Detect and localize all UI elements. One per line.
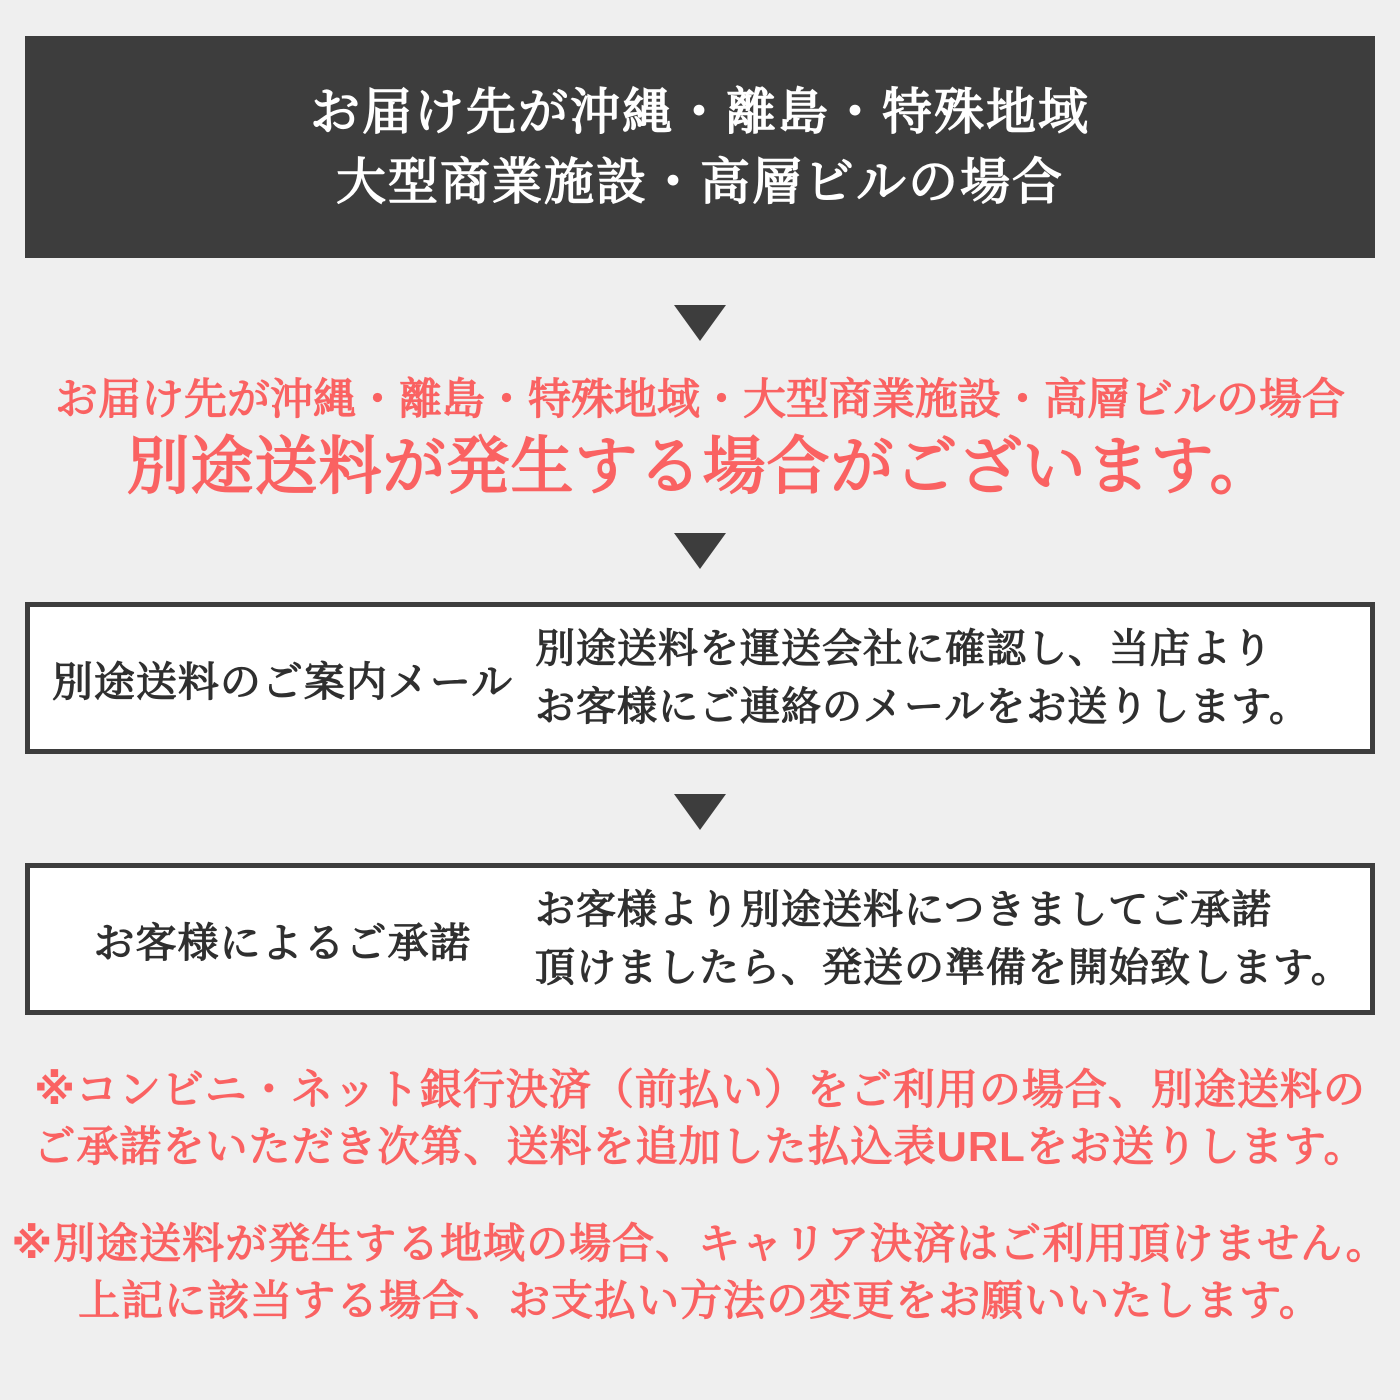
extra-shipping-notice xyxy=(0,371,1400,505)
step-description xyxy=(535,620,1370,736)
footnote-line1: ※別途送料が発生する地域の場合、キャリア決済はご利用頂けません。 xyxy=(11,1220,1389,1267)
step-description-line1: お客様より別途送料につきましてご承諾 xyxy=(535,888,1273,932)
footnote-line2: 上記に該当する場合、お支払い方法の変更をお願いいたします。 xyxy=(78,1277,1322,1324)
step-description-line2: お客様にご連絡のメールをお送りします。 xyxy=(535,685,1310,729)
down-arrow-icon xyxy=(674,305,726,341)
header-title-line1: お届け先が沖縄・離島・特殊地域 xyxy=(310,84,1090,140)
header-banner xyxy=(25,36,1375,258)
notice-emphasis-line: 別途送料が発生する場合がございます。 xyxy=(126,432,1274,502)
footnote-prepayment xyxy=(0,1061,1400,1175)
step-box-customer-approval xyxy=(25,863,1375,1015)
step-description-line1: 別途送料を運送会社に確認し、当店より xyxy=(535,627,1273,671)
footnote-carrier-payment xyxy=(0,1215,1400,1329)
step-description xyxy=(535,881,1370,997)
step-description-line2: 頂けましたら、発送の準備を開始致します。 xyxy=(535,946,1352,990)
notice-condition-line: お届け先が沖縄・離島・特殊地域・大型商業施設・高層ビルの場合 xyxy=(55,376,1345,424)
shipping-notice-banner xyxy=(0,36,1400,1400)
step-box-shipping-fee-email xyxy=(25,602,1375,754)
step-label: お客様によるご承諾 xyxy=(93,919,472,966)
header-title-line2: 大型商業施設・高層ビルの場合 xyxy=(336,154,1064,210)
down-arrow-icon xyxy=(674,533,726,569)
down-arrow-icon xyxy=(674,794,726,830)
footnote-line2: ご承諾をいただき次第、送料を追加した払込表URLをお送りします。 xyxy=(33,1123,1367,1170)
footnote-line1: ※コンビニ・ネット銀行決済（前払い）をご利用の場合、別途送料の xyxy=(34,1066,1366,1113)
step-label: 別途送料のご案内メール xyxy=(51,658,514,705)
